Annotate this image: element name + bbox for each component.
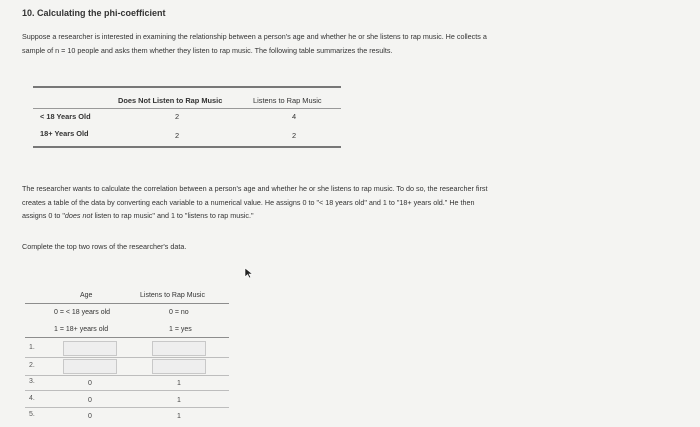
data-table-codes-rule (25, 337, 229, 338)
row4-age-value: 0 (88, 397, 92, 404)
row2-rap-input[interactable] (152, 359, 206, 374)
summary-cell: 2 (175, 112, 180, 121)
explanation-emphasis: does not (64, 211, 93, 220)
summary-table-top-rule (33, 86, 341, 88)
row-index: 2. (29, 362, 35, 369)
intro-paragraph (22, 30, 662, 57)
row-divider (25, 357, 229, 358)
row-index: 4. (29, 395, 35, 402)
summary-row-label: < 18 Years Old (40, 112, 91, 121)
row-index: 3. (29, 378, 35, 385)
row5-rap-value: 1 (177, 413, 181, 420)
question-title: 10. Calculating the phi-coefficient (22, 8, 166, 18)
row4-rap-value: 1 (177, 397, 181, 404)
age-code-0: 0 = < 18 years old (54, 309, 111, 316)
explanation-line-3 (22, 209, 662, 223)
row2-age-input[interactable] (63, 359, 117, 374)
age-code-1: 1 = 18+ years old (54, 326, 109, 333)
summary-row-label: 18+ Years Old (40, 129, 89, 138)
explanation-line-3-start: assigns 0 to " (22, 211, 65, 220)
row-divider (25, 390, 229, 391)
row-divider (25, 375, 229, 376)
row-index: 5. (29, 411, 35, 418)
row3-age-value: 0 (88, 380, 92, 387)
explanation-line-1: The researcher wants to calculate the correlation between a person's age and whether he or she listens to rap music. To do so, the researcher first (22, 184, 488, 193)
row3-rap-value: 1 (177, 380, 181, 387)
row1-rap-input[interactable] (152, 341, 206, 356)
mouse-cursor-icon (244, 266, 254, 284)
row-divider (25, 407, 229, 408)
summary-table-header-rule (33, 108, 341, 109)
summary-table-bottom-rule (33, 146, 341, 148)
summary-cell: 2 (175, 131, 180, 140)
rap-code-0: 0 = no (169, 309, 189, 316)
data-table-header-rule (25, 303, 229, 304)
row1-age-input[interactable] (63, 341, 117, 356)
explanation-paragraph (22, 182, 662, 223)
row5-age-value: 0 (88, 413, 92, 420)
rap-code-1: 1 = yes (169, 326, 192, 333)
explanation-line-3-end: listen to rap music" and 1 to "listens to rap music." (92, 211, 254, 220)
summary-header-listen: Listens to Rap Music (253, 96, 322, 105)
explanation-line-2: creates a table of the data by converting each variable to a numerical value. He assigns 0 to "< 18 years old" and 1 to "18+ years old." He then (22, 197, 475, 207)
summary-cell: 2 (292, 131, 297, 140)
intro-line-1: Suppose a researcher is interested in examining the relationship between a person's age and whether he or she listens to rap music. He collects a (22, 32, 487, 41)
summary-header-not-listen: Does Not Listen to Rap Music (118, 96, 223, 105)
row-index: 1. (29, 344, 35, 351)
intro-line-2: sample of n = 10 people and asks them whether they listen to rap music. The following table summarizes the results. (22, 45, 393, 55)
instruction-text: Complete the top two rows of the researcher's data. (22, 242, 187, 251)
summary-cell: 4 (292, 112, 297, 121)
age-column-header: Age (80, 292, 93, 299)
rap-column-header: Listens to Rap Music (140, 292, 205, 299)
